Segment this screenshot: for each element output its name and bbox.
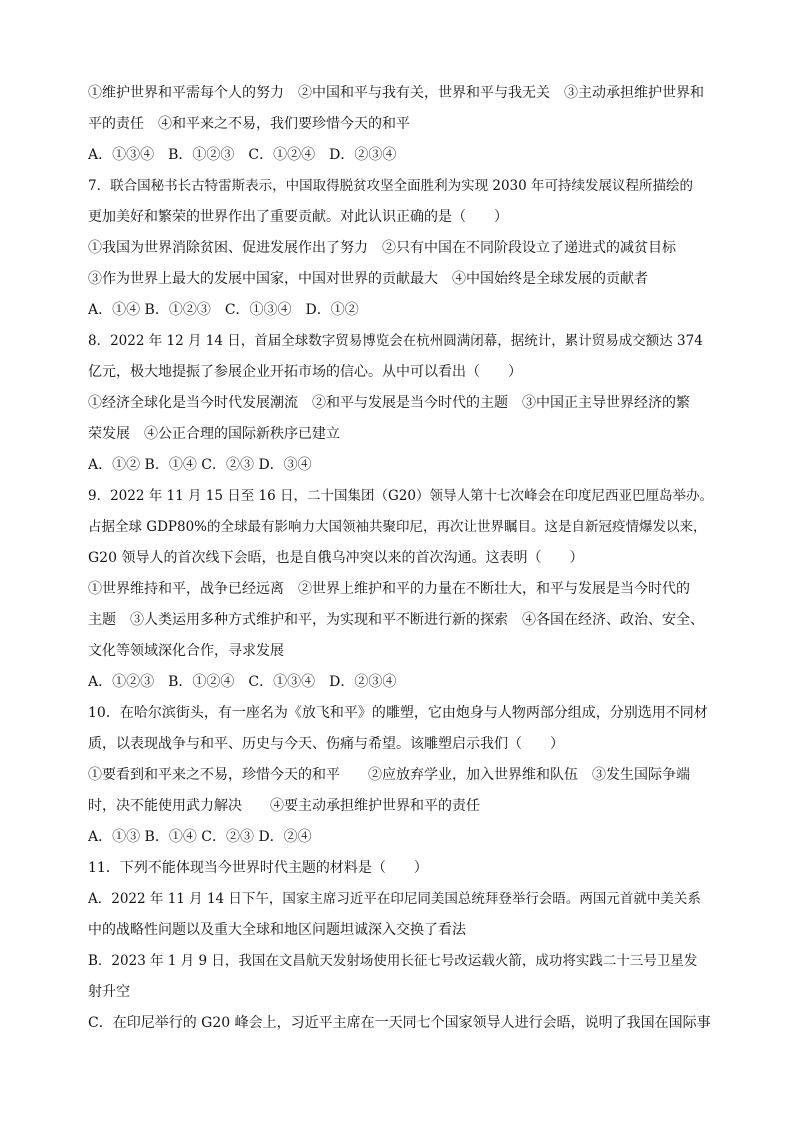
- text-line: C．在印尼举行的 G20 峰会上，习近平主席在一天同七个国家领导人进行会晤，说明了我国在国际事: [88, 1015, 711, 1031]
- text-line: 文化等领域深化合作，寻求发展: [88, 643, 284, 659]
- text-line: 更加美好和繁荣的世界作出了重要贡献。对此认识正确的是（ ）: [88, 209, 508, 225]
- text-line: A．①② B．①④ C．②③ D．③④: [88, 457, 312, 473]
- text-line: ③作为世界上最大的发展中国家，中国对世界的贡献最大 ④中国始终是全球发展的贡献者: [88, 271, 648, 287]
- text-line: 时，决不能使用武力解决 ④要主动承担维护世界和平的责任: [88, 798, 480, 814]
- text-line: A．①③④ B．①②③ C．①②④ D．②③④: [88, 147, 397, 163]
- text-line: 亿元，极大地提振了参展企业开拓市场的信心。从中可以看出（ ）: [88, 364, 522, 380]
- text-line: 占据全球 GDP80%的全球最有影响力大国领袖共聚印尼，再次让世界瞩目。这是自新冠疫情爆发以来，: [88, 519, 707, 535]
- text-line: 主题 ③人类运用多种方式维护和平，为实现和平不断进行新的探索 ④各国在经济、政治、安全、: [88, 612, 704, 628]
- text-line: A．2022 年 11 月 14 日下午，国家主席习近平在印尼同美国总统拜登举行会晤。两国元首就中美关系: [88, 891, 701, 907]
- text-line: 10．在哈尔滨街头，有一座名为《放飞和平》的雕塑，它由炮身与人物两部分组成，分别选用不同材: [88, 705, 708, 721]
- text-line: 8．2022 年 12 月 14 日，首届全球数字贸易博览会在杭州圆满闭幕，据统计，累计贸易成交额达 374: [88, 333, 703, 349]
- text-line: 荣发展 ④公正合理的国际新秩序已建立: [88, 426, 340, 442]
- text-line: 质，以表现战争与和平、历史与今天、伤痛与希望。该雕塑启示我们（ ）: [88, 736, 564, 752]
- text-line: ①要看到和平来之不易，珍惜今天的和平 ②应放弃学业，加入世界维和队伍 ③发生国际争端: [88, 767, 690, 783]
- text-line: ①我国为世界消除贫困、促进发展作出了努力 ②只有中国在不同阶段设立了递进式的减贫目标: [88, 240, 676, 256]
- text-line: 中的战略性问题以及重大全球和地区问题坦诚深入交换了看法: [88, 922, 466, 938]
- text-line: A．①②③ B．①②④ C．①③④ D．②③④: [88, 674, 397, 690]
- text-line: A．①③ B．①④ C．②③ D．②④: [88, 829, 312, 845]
- text-line: 7．联合国秘书长古特雷斯表示，中国取得脱贫攻坚全面胜利为实现 2030 年可持续发展议程所描绘的: [88, 178, 694, 194]
- text-line: G20 领导人的首次线下会晤，也是自俄乌冲突以来的首次沟通。这表明（ ）: [88, 550, 584, 566]
- exam-page-text: [88, 78, 714, 1039]
- text-line: 射升空: [88, 984, 130, 1000]
- text-line: B．2023 年 1 月 9 日，我国在文昌航天发射场使用长征七号改运载火箭，成功将实践二十三号卫星发: [88, 953, 698, 969]
- text-line: ①世界维持和平，战争已经远离 ②世界上维护和平的力量在不断壮大，和平与发展是当今时代的: [88, 581, 690, 597]
- text-line: 9．2022 年 11 月 15 日至 16 日，二十国集团（G20）领导人第十七次峰会在印度尼西亚巴厘岛举办。: [88, 488, 713, 504]
- text-line: 11．下列不能体现当今世界时代主题的材料是（ ）: [88, 860, 428, 876]
- text-line: ①经济全球化是当今时代发展潮流 ②和平与发展是当今时代的主题 ③中国正主导世界经济的繁: [88, 395, 690, 411]
- text-line: 平的责任 ④和平来之不易，我们要珍惜今天的和平: [88, 116, 410, 132]
- text-line: A．①④ B．①②③ C．①③④ D．①②: [88, 302, 359, 318]
- text-line: ①维护世界和平需每个人的努力 ②中国和平与我有关，世界和平与我无关 ③主动承担维护世界和: [88, 85, 704, 101]
